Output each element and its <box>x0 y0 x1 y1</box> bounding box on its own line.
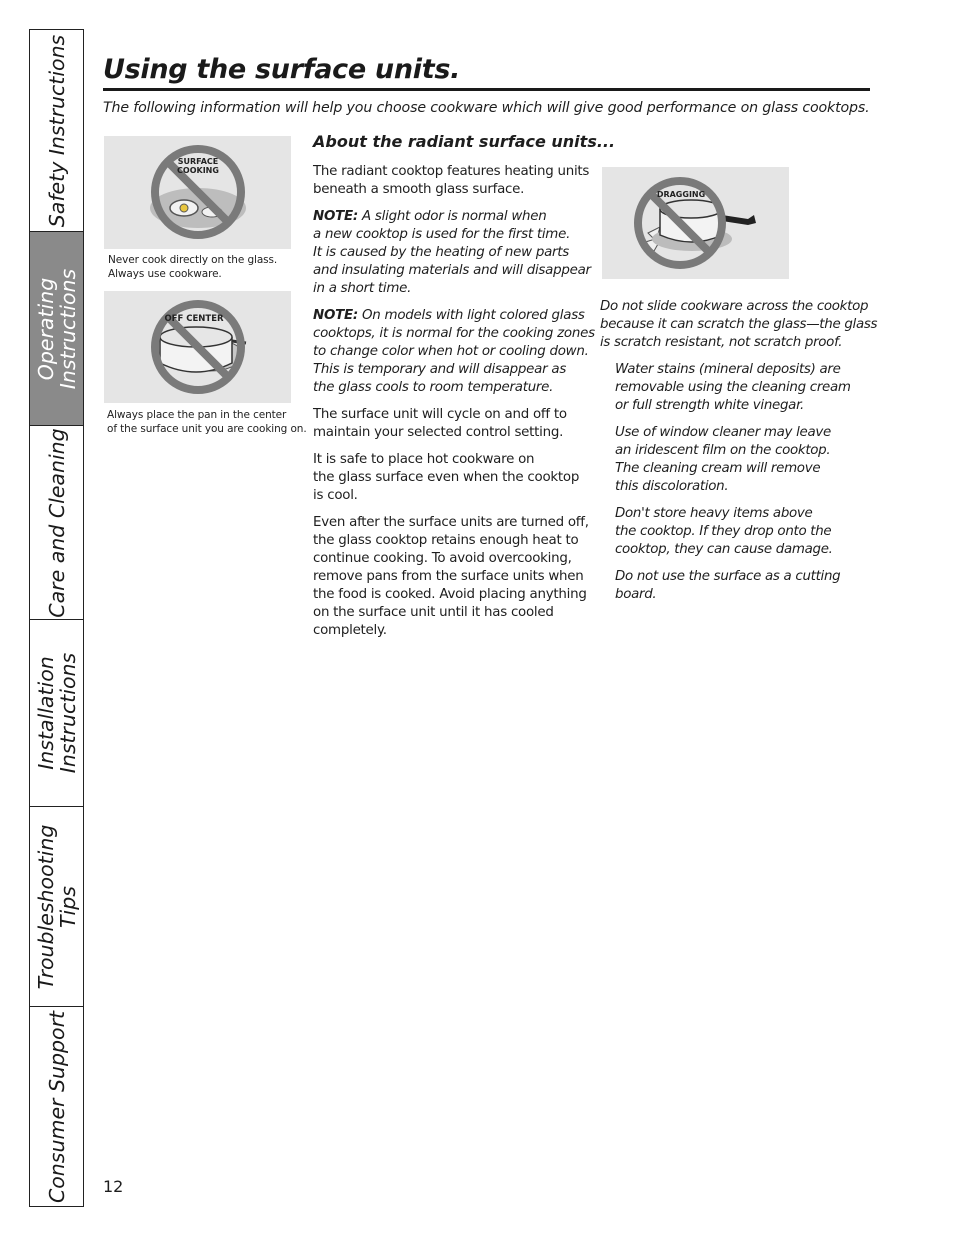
no-dragging-icon <box>602 167 789 279</box>
tab-care-and-cleaning[interactable] <box>30 426 83 620</box>
text-line: the glass cooktop retains enough heat to <box>313 533 579 548</box>
text-line: It is caused by the heating of new parts <box>313 245 570 260</box>
text-line: is cool. <box>313 488 358 503</box>
figure-surface-cooking <box>104 136 291 249</box>
text-line: maintain your selected control setting. <box>313 425 564 440</box>
text-line: completely. <box>313 623 387 638</box>
text-line: It is safe to place hot cookware on <box>313 452 535 467</box>
note-text: A slight odor is normal when <box>357 209 547 224</box>
figure-label: OFF CENTER <box>164 314 224 324</box>
radiant-surface-units-section <box>313 132 616 649</box>
side-tab-bar <box>29 29 84 1207</box>
text-line <box>313 208 588 226</box>
caption-line: Always place the pan in the center <box>107 409 287 421</box>
text-line: Use of window cleaner may leave <box>615 425 831 440</box>
caption-line: because it can scratch the glass—the glass <box>600 317 878 332</box>
caption-line: of the surface unit you are cooking on. <box>107 423 307 435</box>
tab-label: Installation <box>33 656 58 770</box>
text-line: this discoloration. <box>615 479 729 494</box>
section-heading: About the radiant surface units... <box>313 132 616 151</box>
text-line: the glass surface even when the cooktop <box>313 470 580 485</box>
figure-off-center <box>104 291 291 403</box>
text-line: an iridescent film on the cooktop. <box>615 443 831 458</box>
paragraph <box>313 163 588 199</box>
page-title: Using the surface units. <box>103 54 461 85</box>
text-line: The surface unit will cycle on and off to <box>313 407 567 422</box>
tab-label: Operating <box>33 277 58 380</box>
figure-caption <box>107 408 307 436</box>
text-line: The cleaning cream will remove <box>615 461 821 476</box>
text-line: Water stains (mineral deposits) are <box>615 362 841 377</box>
note-text: On models with light colored glass <box>357 308 585 323</box>
figure-caption <box>108 253 277 281</box>
paragraph <box>313 451 588 505</box>
dragging-caption <box>600 298 877 352</box>
paragraph <box>313 406 588 442</box>
title-divider <box>103 88 870 91</box>
text-line: Don't store heavy items above <box>615 506 813 521</box>
tab-installation-instructions[interactable] <box>30 620 83 807</box>
note-paragraph <box>313 307 595 397</box>
text-line: The radiant cooktop features heating units <box>313 164 590 179</box>
text-line: in a short time. <box>313 281 412 296</box>
tab-label: Instructions <box>55 652 80 774</box>
tab-label: Troubleshooting <box>33 824 58 989</box>
text-line: or full strength white vinegar. <box>615 398 805 413</box>
tab-label: Safety Instructions <box>44 34 69 227</box>
tab-safety-instructions[interactable] <box>30 30 83 232</box>
text-line: cooktop, they can cause damage. <box>615 542 833 557</box>
caption-line: Do not slide cookware across the cooktop <box>600 299 869 314</box>
note-paragraph <box>313 208 591 298</box>
figure-label: SURFACE <box>177 157 219 166</box>
tip <box>615 568 851 604</box>
tab-operating-instructions[interactable] <box>30 232 83 426</box>
note-label: NOTE: <box>313 308 358 323</box>
tab-label: Consumer Support <box>44 1010 69 1203</box>
text-line: This is temporary and will disappear as <box>313 362 567 377</box>
figure-label: COOKING <box>177 166 219 175</box>
figure-dragging <box>602 167 789 279</box>
intro-text: The following information will help you choose cookware which will give good performance on glass cooktops. <box>103 100 870 116</box>
text-line: a new cooktop is used for the first time. <box>313 227 571 242</box>
tab-troubleshooting-tips[interactable] <box>30 807 83 1007</box>
note-label: NOTE: <box>313 209 358 224</box>
text-line <box>313 307 588 325</box>
tip <box>615 361 851 415</box>
text-line: Do not use the surface as a cutting <box>615 569 841 584</box>
text-line: on the surface unit until it has cooled <box>313 605 554 620</box>
cooktop-tips <box>615 361 851 613</box>
paragraph <box>313 514 588 640</box>
figure-label: DRAGGING <box>656 190 706 199</box>
tip <box>615 424 851 496</box>
text-line: board. <box>615 587 657 602</box>
text-line: the food is cooked. Avoid placing anything <box>313 587 587 602</box>
tab-label: Tips <box>55 885 80 928</box>
text-line: and insulating materials and will disappear <box>313 263 591 278</box>
text-line: Even after the surface units are turned off, <box>313 515 589 530</box>
text-line: the glass cools to room temperature. <box>313 380 554 395</box>
text-line: remove pans from the surface units when <box>313 569 584 584</box>
text-line: cooktops, it is normal for the cooking zones <box>313 326 595 341</box>
text-line: beneath a smooth glass surface. <box>313 182 525 197</box>
tab-consumer-support[interactable] <box>30 1007 83 1206</box>
caption-line: is scratch resistant, not scratch proof. <box>600 335 843 350</box>
no-surface-cooking-icon <box>104 136 291 249</box>
caption-line: Never cook directly on the glass. <box>108 254 278 266</box>
text-line: to change color when hot or cooling down. <box>313 344 589 359</box>
tab-label: Care and Cleaning <box>44 427 69 618</box>
text-line: removable using the cleaning cream <box>615 380 851 395</box>
page-number: 12 <box>103 1177 124 1196</box>
caption-line: Always use cookware. <box>108 268 222 280</box>
tip <box>615 505 851 559</box>
tab-label: Instructions <box>55 268 80 389</box>
no-off-center-pan-icon <box>104 291 291 403</box>
text-line: the cooktop. If they drop onto the <box>615 524 832 539</box>
text-line: continue cooking. To avoid overcooking, <box>313 551 572 566</box>
